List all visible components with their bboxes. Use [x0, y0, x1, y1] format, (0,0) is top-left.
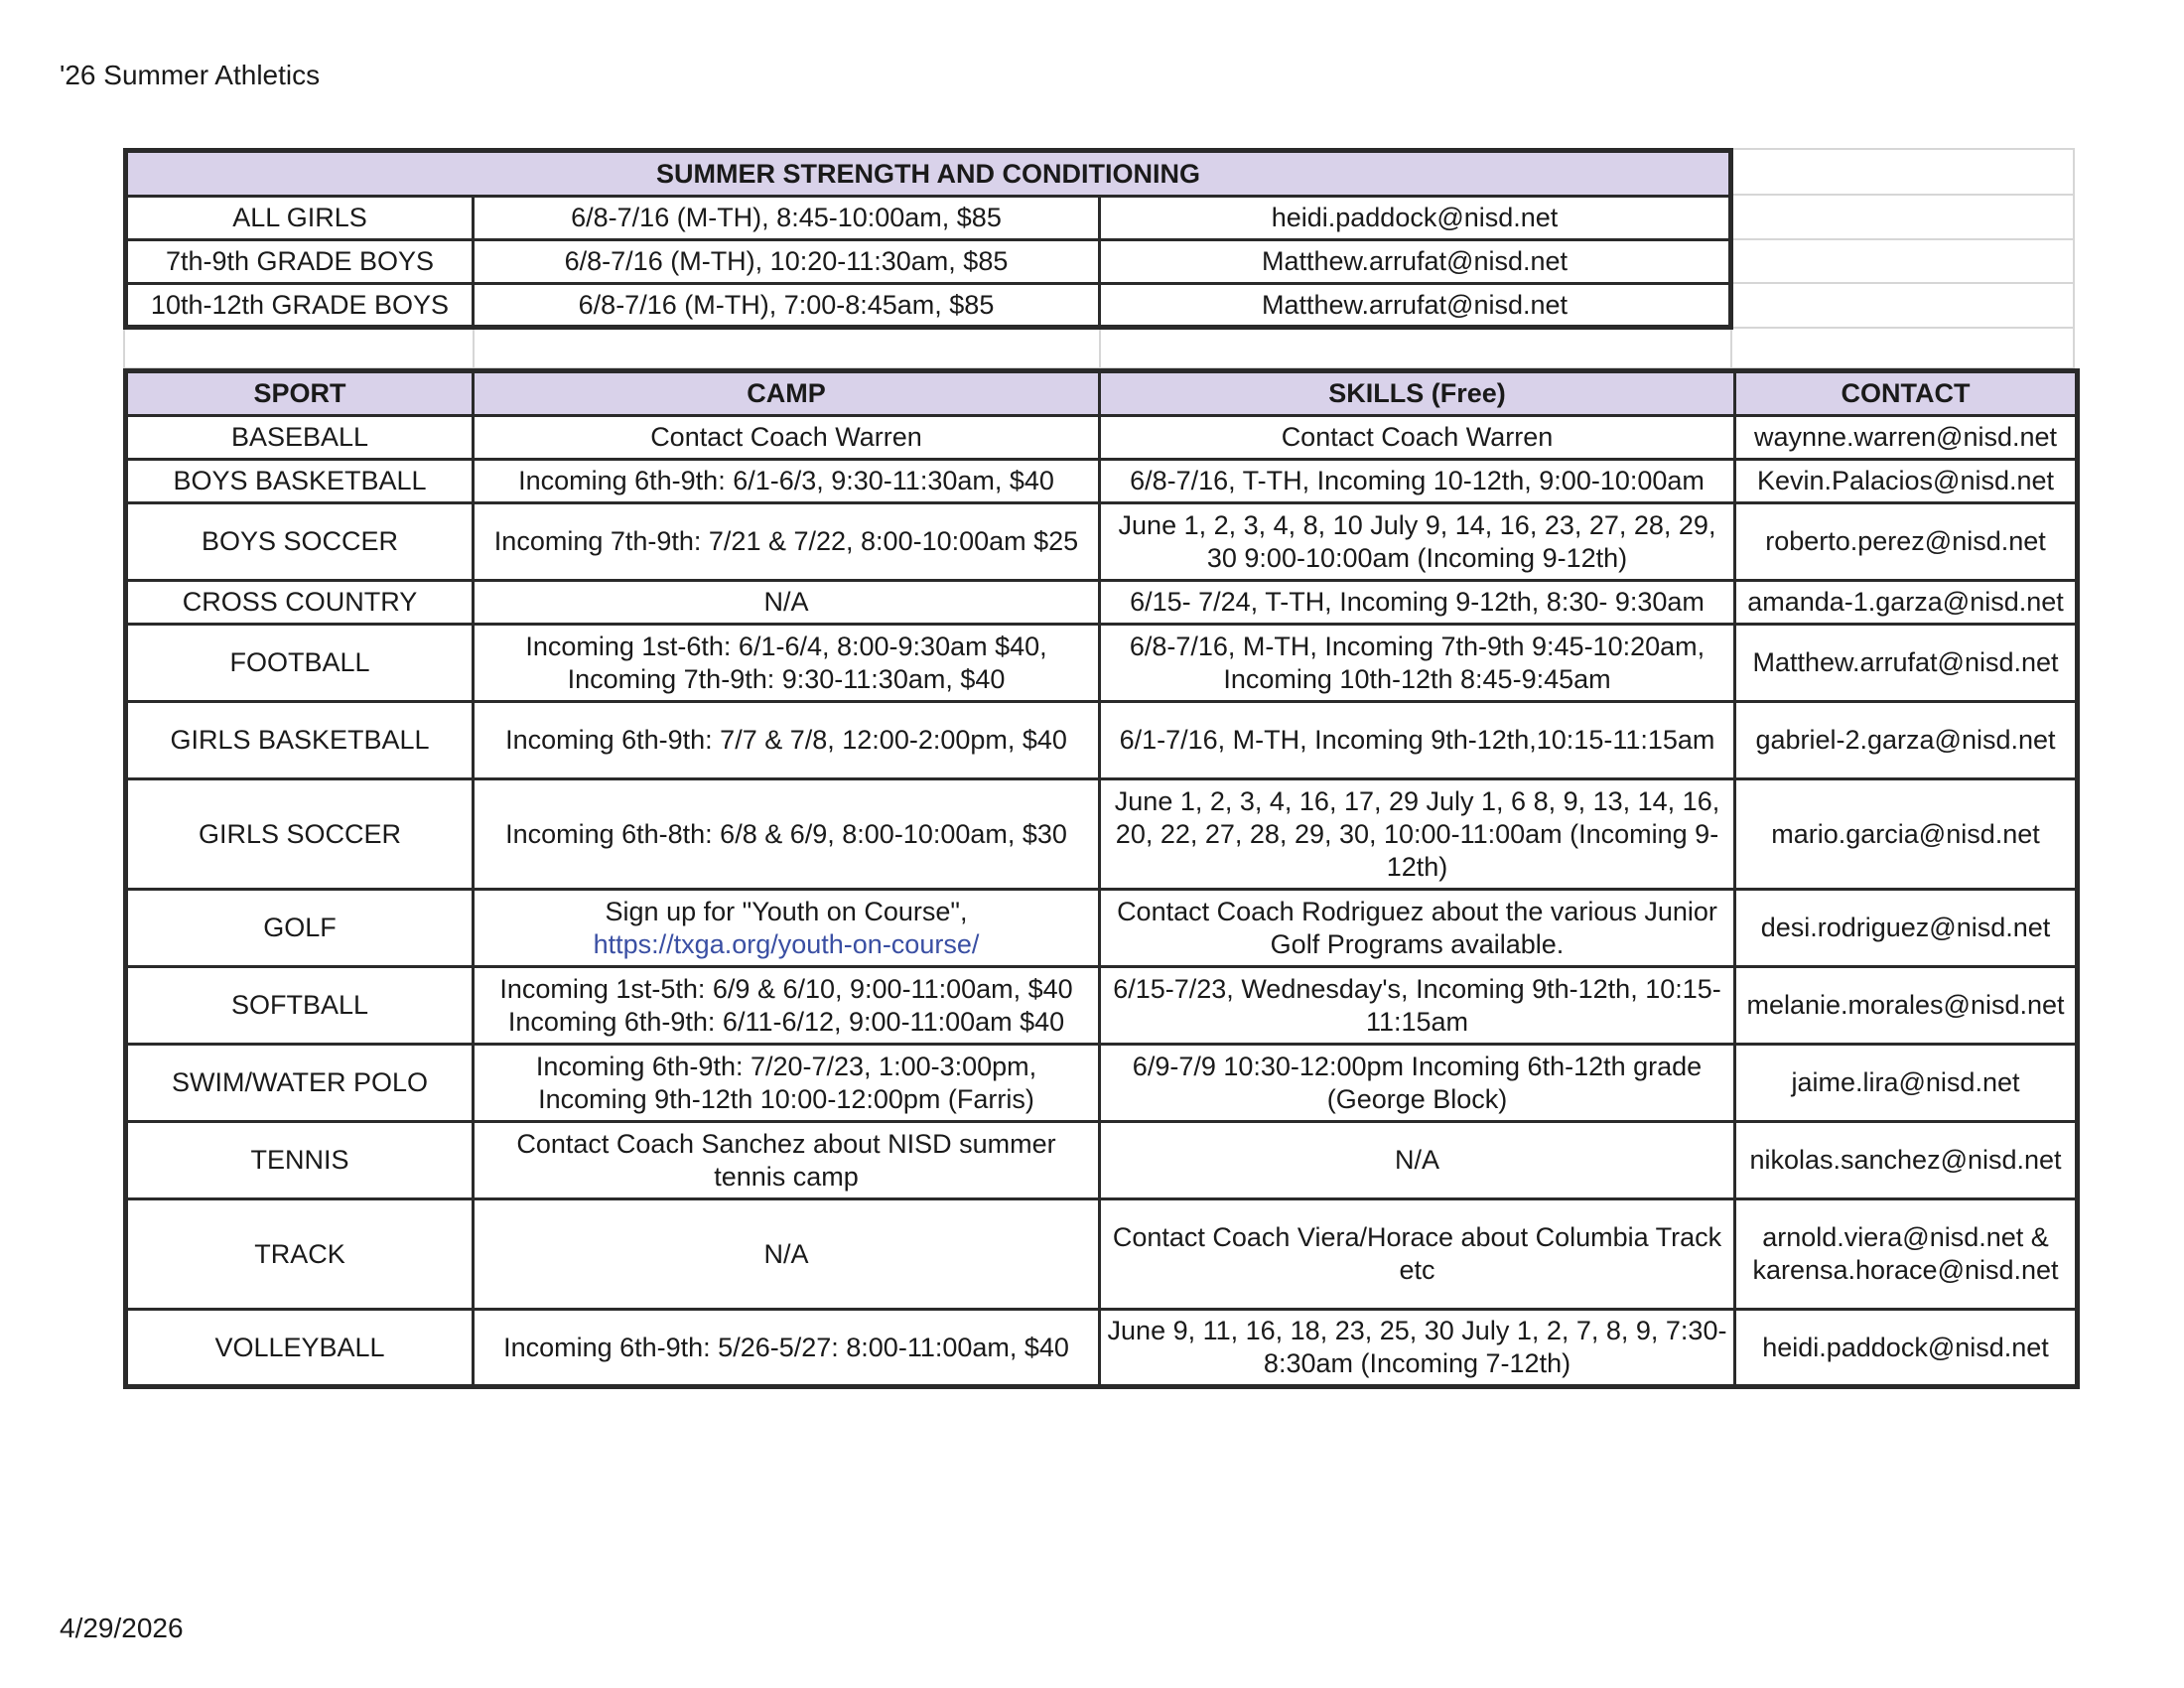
table-row	[126, 503, 2078, 581]
camp-cell: Incoming 1st-6th: 6/1-6/4, 8:00-9:30am $40, Incoming 7th-9th: 9:30-11:30am, $40	[474, 625, 1100, 702]
skills-cell: June 1, 2, 3, 4, 16, 17, 29 July 1, 6 8, 9, 13, 14, 16, 20, 22, 27, 28, 29, 30, 10:00-11:00am (Incoming 9-12th)	[1100, 779, 1735, 890]
sport-cell: TRACK	[126, 1199, 474, 1310]
contact-cell: Matthew.arrufat@nisd.net	[1100, 240, 1731, 284]
contact-cell: nikolas.sanchez@nisd.net	[1735, 1122, 2078, 1199]
contact-cell: arnold.viera@nisd.net & karensa.horace@nisd.net	[1735, 1199, 2078, 1310]
skills-cell: 6/9-7/9 10:30-12:00pm Incoming 6th-12th grade (George Block)	[1100, 1045, 1735, 1122]
strength-conditioning-title: SUMMER STRENGTH AND CONDITIONING	[126, 151, 1731, 197]
column-header-skills: SKILLS (Free)	[1100, 371, 1735, 416]
table-header-row	[126, 371, 2078, 416]
camp-cell: Incoming 6th-9th: 5/26-5/27: 8:00-11:00am, $40	[474, 1310, 1100, 1387]
contact-cell: Matthew.arrufat@nisd.net	[1100, 284, 1731, 328]
table-row	[126, 967, 2078, 1045]
strength-conditioning-table	[123, 148, 1733, 330]
skills-cell: 6/8-7/16, M-TH, Incoming 7th-9th 9:45-10:20am, Incoming 10th-12th 8:45-9:45am	[1100, 625, 1735, 702]
sport-cell: VOLLEYBALL	[126, 1310, 474, 1387]
camp-cell: Incoming 1st-5th: 6/9 & 6/10, 9:00-11:00am, $40 Incoming 6th-9th: 6/11-6/12, 9:00-11:00am $40	[474, 967, 1100, 1045]
column-header-sport: SPORT	[126, 371, 474, 416]
table-row	[126, 284, 1731, 328]
skills-cell: June 9, 11, 16, 18, 23, 25, 30 July 1, 2, 7, 8, 9, 7:30-8:30am (Incoming 7-12th)	[1100, 1310, 1735, 1387]
sport-cell: CROSS COUNTRY	[126, 581, 474, 625]
contact-cell: jaime.lira@nisd.net	[1735, 1045, 2078, 1122]
skills-cell: Contact Coach Warren	[1100, 416, 1735, 460]
skills-cell: 6/1-7/16, M-TH, Incoming 9th-12th,10:15-11:15am	[1100, 702, 1735, 779]
skills-cell: 6/8-7/16, T-TH, Incoming 10-12th, 9:00-10:00am	[1100, 460, 1735, 503]
table-row	[126, 1199, 2078, 1310]
contact-cell: Matthew.arrufat@nisd.net	[1735, 625, 2078, 702]
table-row	[126, 460, 2078, 503]
table-row	[126, 581, 2078, 625]
youth-on-course-link[interactable]: https://txga.org/youth-on-course/	[593, 928, 980, 959]
table-row	[126, 702, 2078, 779]
camp-cell: Incoming 7th-9th: 7/21 & 7/22, 8:00-10:00am $25	[474, 503, 1100, 581]
table-row	[126, 890, 2078, 967]
column-header-camp: CAMP	[474, 371, 1100, 416]
golf-camp-text: Sign up for "Youth on Course",	[605, 896, 968, 926]
schedule-cell: 6/8-7/16 (M-TH), 8:45-10:00am, $85	[474, 197, 1100, 240]
sport-cell: FOOTBALL	[126, 625, 474, 702]
camp-cell: N/A	[474, 1199, 1100, 1310]
skills-cell: Contact Coach Viera/Horace about Columbia Track etc	[1100, 1199, 1735, 1310]
skills-cell: 6/15-7/23, Wednesday's, Incoming 9th-12th, 10:15-11:15am	[1100, 967, 1735, 1045]
camp-cell: N/A	[474, 581, 1100, 625]
sport-cell: BASEBALL	[126, 416, 474, 460]
contact-cell: Kevin.Palacios@nisd.net	[1735, 460, 2078, 503]
contact-cell: desi.rodriguez@nisd.net	[1735, 890, 2078, 967]
skills-cell: 6/15- 7/24, T-TH, Incoming 9-12th, 8:30- 9:30am	[1100, 581, 1735, 625]
camp-cell: Incoming 6th-9th: 6/1-6/3, 9:30-11:30am, $40	[474, 460, 1100, 503]
contact-cell: mario.garcia@nisd.net	[1735, 779, 2078, 890]
skills-cell: Contact Coach Rodriguez about the various Junior Golf Programs available.	[1100, 890, 1735, 967]
column-header-contact: CONTACT	[1735, 371, 2078, 416]
table-row	[126, 1045, 2078, 1122]
camp-cell	[474, 890, 1100, 967]
skills-cell: N/A	[1100, 1122, 1735, 1199]
sports-schedule-table	[123, 368, 2080, 1389]
camp-cell: Contact Coach Warren	[474, 416, 1100, 460]
sport-cell: GOLF	[126, 890, 474, 967]
sport-cell: SOFTBALL	[126, 967, 474, 1045]
sport-cell: GIRLS SOCCER	[126, 779, 474, 890]
sport-cell: SWIM/WATER POLO	[126, 1045, 474, 1122]
camp-cell: Incoming 6th-9th: 7/20-7/23, 1:00-3:00pm, Incoming 9th-12th 10:00-12:00pm (Farris)	[474, 1045, 1100, 1122]
group-cell: ALL GIRLS	[126, 197, 474, 240]
schedule-cell: 6/8-7/16 (M-TH), 7:00-8:45am, $85	[474, 284, 1100, 328]
sport-cell: BOYS BASKETBALL	[126, 460, 474, 503]
page-date: 4/29/2026	[60, 1613, 184, 1643]
table-row	[126, 625, 2078, 702]
contact-cell: amanda-1.garza@nisd.net	[1735, 581, 2078, 625]
contact-cell: heidi.paddock@nisd.net	[1735, 1310, 2078, 1387]
sport-cell: GIRLS BASKETBALL	[126, 702, 474, 779]
table-row	[126, 197, 1731, 240]
camp-cell: Incoming 6th-8th: 6/8 & 6/9, 8:00-10:00am, $30	[474, 779, 1100, 890]
skills-cell: June 1, 2, 3, 4, 8, 10 July 9, 14, 16, 23, 27, 28, 29, 30 9:00-10:00am (Incoming 9-12th)	[1100, 503, 1735, 581]
group-cell: 7th-9th GRADE BOYS	[126, 240, 474, 284]
schedule-cell: 6/8-7/16 (M-TH), 10:20-11:30am, $85	[474, 240, 1100, 284]
page-header: '26 Summer Athletics	[60, 60, 321, 90]
table-row	[126, 1122, 2078, 1199]
table-row	[126, 779, 2078, 890]
table-row	[126, 1310, 2078, 1387]
table-row	[126, 240, 1731, 284]
camp-cell: Incoming 6th-9th: 7/7 & 7/8, 12:00-2:00pm, $40	[474, 702, 1100, 779]
sport-cell: TENNIS	[126, 1122, 474, 1199]
table-row	[126, 416, 2078, 460]
group-cell: 10th-12th GRADE BOYS	[126, 284, 474, 328]
camp-cell: Contact Coach Sanchez about NISD summer tennis camp	[474, 1122, 1100, 1199]
contact-cell: heidi.paddock@nisd.net	[1100, 197, 1731, 240]
sport-cell: BOYS SOCCER	[126, 503, 474, 581]
contact-cell: melanie.morales@nisd.net	[1735, 967, 2078, 1045]
contact-cell: roberto.perez@nisd.net	[1735, 503, 2078, 581]
contact-cell: gabriel-2.garza@nisd.net	[1735, 702, 2078, 779]
contact-cell: waynne.warren@nisd.net	[1735, 416, 2078, 460]
